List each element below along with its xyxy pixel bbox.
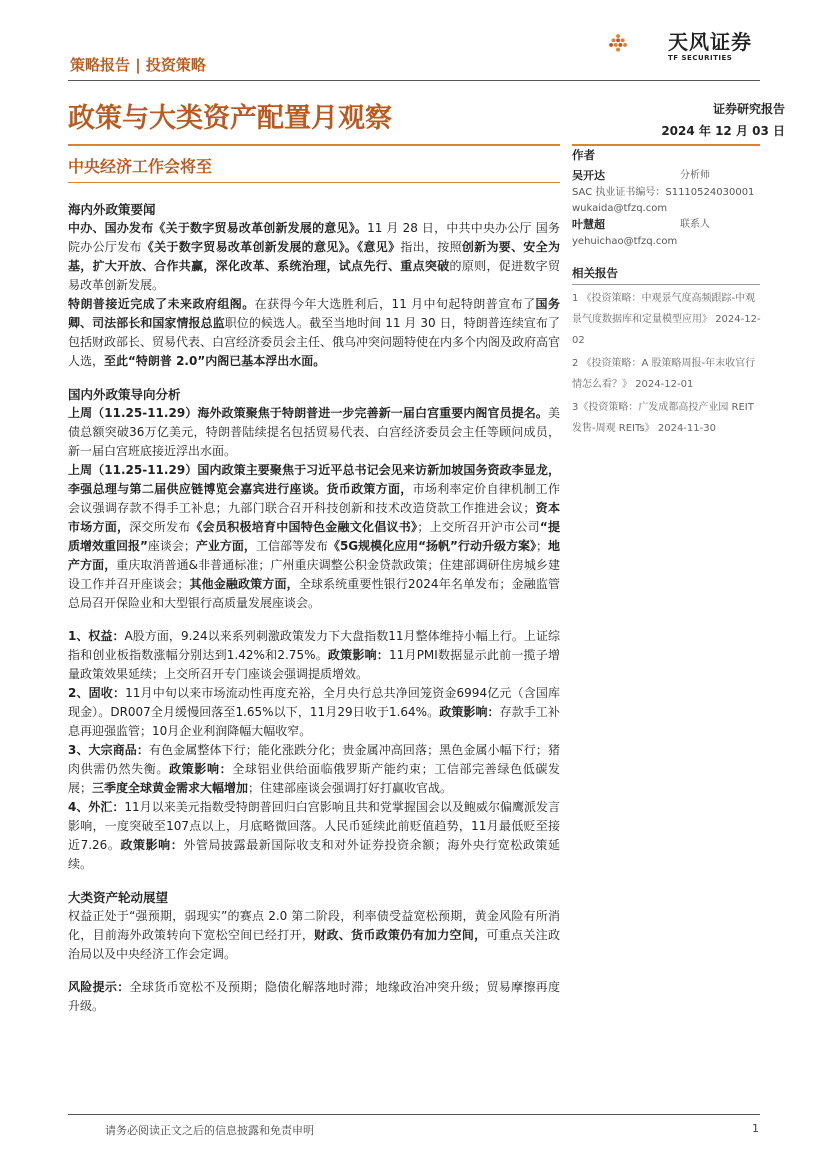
- report-category: 策略报告 | 投资策略: [70, 56, 206, 74]
- asset-item-fx: 4、外汇：11月以来美元指数受特朗普回归白宫影响且共和党掌握国会以及鲍威尔偏鹰派发言影响，一度突破至107点以上，月底略微回落。人民币延续此前贬值趋势，11月最低贬至接近7.26。政策影响：外管局披露最新国际收支和对外证券投资余额；海外央行宽松政策延续。: [68, 800, 560, 871]
- header-divider: [68, 80, 760, 81]
- paragraph: 中办、国办发布《关于数字贸易改革创新发展的意见》。11 月 28 日，中共中央办公厅 国务院办公厅发布《关于数字贸易改革创新发展的意见》。《意见》指出，按照创新为要、安全为基，扩大开放、合作共赢，深化改革、系统治理，试点先行、重点突破的原则，促进数字贸易改革创新发展。: [68, 221, 560, 292]
- author-name: 叶慧超: [572, 218, 605, 231]
- tf-logo-icon: [608, 18, 666, 68]
- title-divider: [68, 144, 560, 146]
- author-cert: SAC 执业证书编号：S1110524030001: [572, 187, 755, 198]
- report-subtitle: 中央经济工作会将至: [68, 157, 213, 176]
- paragraph: 上周（11.25-11.29）国内政策主要聚焦于习近平总书记会见来访新加坡国务资政李显龙，李强总理与第二届供应链博览会嘉宾进行座谈。货币政策方面，市场利率定价自律机制工作会议强调存款不得手工补息；九部门联合召开科技创新和技术改造贷款工作推进会议；资本市场方面，深交所发布《会员积极培育中国特色金融文化倡议书》；上交所召开沪市公司“提质增效重回报”座谈会；产业方面，工信部等发布《5G规模化应用“扬帆”行动升级方案》；地产方面，重庆取消普通&非普通标准；广州重庆调整公积金贷款政策；住建部调研住房城乡建设工作并召开座谈会；其他金融政策方面，全球系统重要性银行2024年名单发布；金融监管总局召开保险业和大型银行高质量发展座谈会。: [68, 463, 560, 610]
- section-heading: 国内外政策导向分析: [68, 387, 181, 402]
- author-email[interactable]: yehuichao@tfzq.com: [572, 236, 678, 247]
- logo-text: 天风证券: [668, 30, 752, 54]
- section-heading: 海内外政策要闻: [68, 202, 156, 217]
- main-content: [68, 200, 560, 1016]
- paragraph: 权益正处于“强预期，弱现实”的赛点 2.0 第二阶段，利率债受益宽松预期，黄金风险有所消化，目前海外政策转向下宽松空间已经打开，财政、货币政策仍有加力空间，可重点关注政治局以及中央经济工作会定调。: [68, 909, 560, 961]
- footer-divider: [68, 1114, 760, 1115]
- logo-english-text: TF SECURITIES: [668, 54, 733, 62]
- related-report-item[interactable]: 3《投资策略：广发成都高投产业园 REIT 发售-周观 REITs》 2024-11-30: [572, 402, 754, 434]
- related-reports-list: [572, 288, 762, 441]
- related-report-item[interactable]: 2 《投资策略：A 股策略周报-年末收官行情怎么看？》 2024-12-01: [572, 358, 756, 390]
- paragraph: 上周（11.25-11.29）海外政策聚焦于特朗普进一步完善新一届白宫重要内阁官员提名。美债总额突破36万亿美元，特朗普陆续提名包括贸易代表、白宫经济委员会主任等顾问成员，新一届白宫班底接近浮出水面。: [68, 406, 560, 458]
- page-number: 1: [752, 1122, 759, 1135]
- related-divider: [572, 284, 760, 285]
- related-report-item[interactable]: 1 《投资策略：中观景气度高频跟踪-中观景气度数据库和定量模型应用》 2024-12-02: [572, 293, 761, 346]
- page-title: 政策与大类资产配置月观察: [68, 103, 392, 134]
- report-type: 证券研究报告: [712, 102, 785, 116]
- author-role: 联系人: [680, 219, 710, 230]
- footer-disclaimer[interactable]: 请务必阅读正文之后的信息披露和免责申明: [105, 1124, 314, 1137]
- sidebar-divider: [572, 144, 760, 146]
- author-email[interactable]: wukaida@tfzq.com: [572, 203, 668, 214]
- author-name: 吴开达: [572, 169, 605, 182]
- author-block: [572, 168, 762, 250]
- section-heading: 大类资产轮动展望: [68, 890, 169, 905]
- authors-heading: 作者: [572, 148, 595, 162]
- asset-item-equity: 1、权益：A股方面，9.24以来系列刺激政策发力下大盘指数11月整体维持小幅上行。上证综指和创业板指数涨幅分别达到1.42%和2.75%。政策影响：11月PMI数据显示此前一揽子增量政策效果延续；上交所召开专门座谈会强调提质增效。: [68, 629, 561, 681]
- asset-item-fixed-income: 2、固收：11月中旬以来市场流动性再度充裕，全月央行总共净回笼资金6994亿元（含国库现金）。DR007全月缓慢回落至1.65%以下，11月29日收于1.64%。政策影响：存款手工补息再迎强监管；10月企业利润降幅大幅收窄。: [68, 686, 560, 738]
- paragraph: 特朗普接近完成了未来政府组阁。在获得今年大选胜利后，11 月中旬起特朗普宣布了国务卿、司法部长和国家情报总监职位的候选人。截至当地时间 11 月 30 日，特朗普连续宣布了包括财政部长、贸易代表、白宫经济委员会主任、俄乌冲突问题特使在内多个内阁及政府高官人选，至此“特朗普 2.0”内阁已基本浮出水面。: [68, 297, 561, 368]
- asset-item-commodities: 3、大宗商品：有色金属整体下行；能化涨跌分化；贵金属冲高回落；黑色金属小幅下行；猪肉供需仍然失衡。政策影响：全球铝业供给面临俄罗斯产能约束；工信部完善绿色低碳发展；三季度全球黄金需求大幅增加；住建部座谈会强调打好打赢收官战。: [68, 743, 560, 795]
- author-role: 分析师: [680, 170, 710, 181]
- report-date: 2024 年 12 月 03 日: [661, 124, 785, 138]
- related-reports-heading: 相关报告: [572, 266, 618, 280]
- risk-warning: 风险提示：全球货币宽松不及预期；隐债化解落地时滞；地缘政治冲突升级；贸易摩擦再度升级。: [68, 980, 560, 1013]
- subtitle-divider: [68, 182, 560, 183]
